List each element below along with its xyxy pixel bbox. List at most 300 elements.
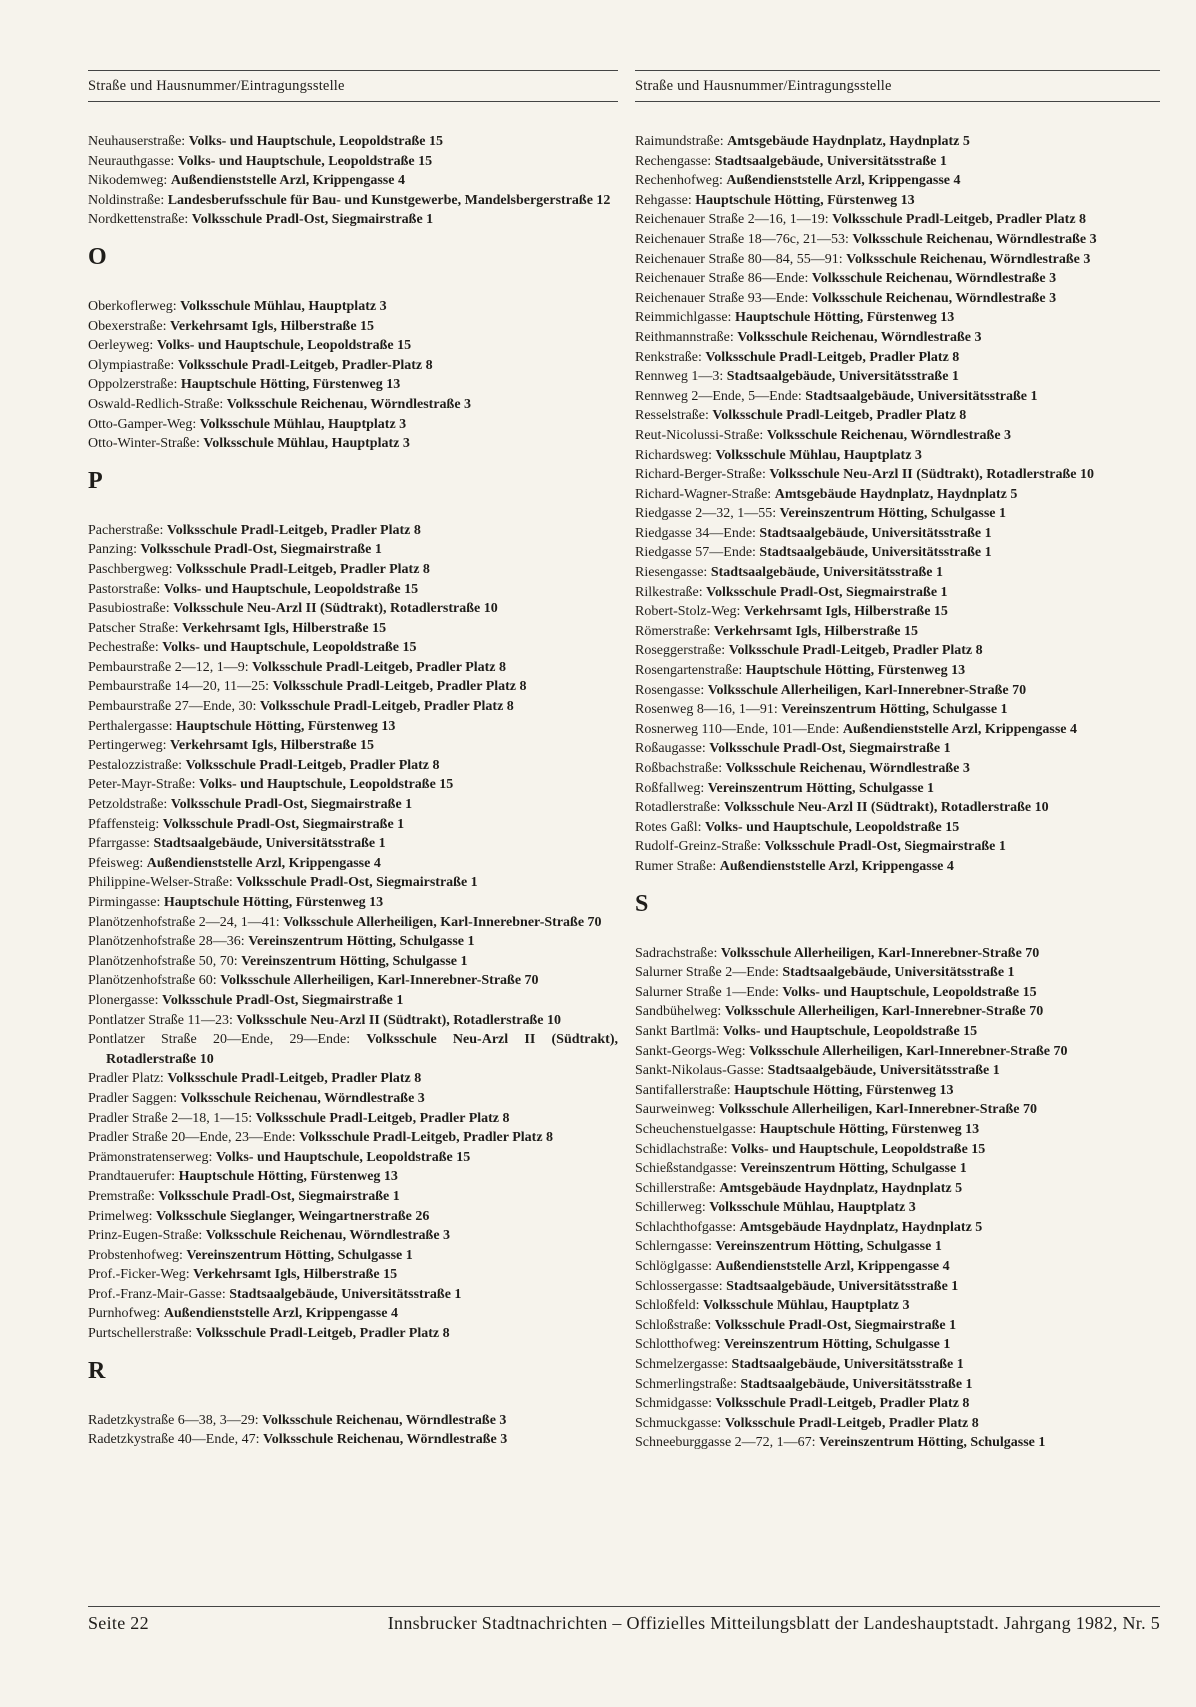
registration-office: Außendienststelle Arzl, Krippengasse 4 <box>719 858 954 874</box>
street-name: Pradler Platz: <box>88 1071 164 1087</box>
registration-office: Außendienststelle Arzl, Krippengasse 4 <box>715 1259 950 1275</box>
street-name: Schloßfeld: <box>635 1298 700 1314</box>
list-item <box>635 465 1160 485</box>
list-item <box>635 1140 1160 1160</box>
street-name: Resselstraße: <box>635 408 709 424</box>
registration-office: Stadtsaalgebäude, Universitätsstraße 1 <box>782 965 1015 981</box>
registration-office: Volks- und Hauptschule, Leopoldstraße 15 <box>722 1023 978 1039</box>
street-name: Noldinstraße: <box>88 192 165 208</box>
street-name: Reut-Nicolussi-Straße: <box>635 427 764 443</box>
registration-office: Volksschule Pradl-Leitgeb, Pradler Platz 8 <box>705 349 960 365</box>
street-name: Pontlatzer Straße 11—23: <box>88 1012 233 1028</box>
list-item <box>635 583 1160 603</box>
registration-office: Volksschule Pradl-Ost, Siegmairstraße 1 <box>706 584 948 600</box>
street-name: Rechenhofweg: <box>635 173 723 189</box>
list-item <box>635 837 1160 857</box>
list-item <box>635 641 1160 661</box>
registration-office: Vereinszentrum Hötting, Schulgasse 1 <box>779 506 1006 522</box>
list-item <box>88 834 618 854</box>
list-item <box>635 1179 1160 1199</box>
list-item <box>88 854 618 874</box>
registration-office: Volksschule Mühlau, Hauptplatz 3 <box>715 447 922 463</box>
registration-office: Stadtsaalgebäude, Universitätsstraße 1 <box>759 525 992 541</box>
street-name: Philippine-Welser-Straße: <box>88 875 233 891</box>
registration-office: Volksschule Pradl-Leitgeb, Pradler Platz 8 <box>167 1071 422 1087</box>
list-item <box>635 1257 1160 1277</box>
street-name: Radetzkystraße 40—Ende, 47: <box>88 1432 260 1448</box>
list-item <box>88 434 618 454</box>
street-name: Pembaurstraße 14—20, 11—25: <box>88 679 270 695</box>
street-name: Roßfallweg: <box>635 780 705 796</box>
registration-office: Volksschule Mühlau, Hauptplatz 3 <box>199 416 407 432</box>
street-name: Schneeburggasse 2—72, 1—67: <box>635 1435 816 1451</box>
registration-office: Hauptschule Hötting, Fürstenweg 13 <box>180 377 401 393</box>
list-item <box>88 132 618 152</box>
registration-office: Vereinszentrum Hötting, Schulgasse 1 <box>241 953 468 969</box>
street-name: Plonergasse: <box>88 992 159 1008</box>
registration-office: Volksschule Pradl-Ost, Siegmairstraße 1 <box>158 1188 400 1204</box>
registration-office: Volksschule Pradl-Ost, Siegmairstraße 1 <box>709 741 951 757</box>
registration-office: Stadtsaalgebäude, Universitätsstraße 1 <box>759 545 992 561</box>
list-item <box>635 759 1160 779</box>
street-name: Patscher Straße: <box>88 620 179 636</box>
street-name: Scheuchenstuelgasse: <box>635 1121 757 1137</box>
registration-office: Hauptschule Hötting, Fürstenweg 13 <box>178 1169 398 1185</box>
registration-office: Volks- und Hauptschule, Leopoldstraße 15 <box>731 1141 986 1157</box>
column-header: Straße und Hausnummer/Eintragungsstelle <box>635 70 1160 102</box>
street-name: Reichenauer Straße 2—16, 1—19: <box>635 212 829 228</box>
list-item <box>88 638 618 658</box>
street-name: Schillerweg: <box>635 1200 706 1216</box>
street-name: Otto-Gamper-Weg: <box>88 416 197 432</box>
street-name: Rotes Gaßl: <box>635 819 702 835</box>
registration-office: Volksschule Reichenau, Wörndlestraße 3 <box>226 396 472 412</box>
street-name: Pfaffensteig: <box>88 816 160 832</box>
list-item <box>88 297 618 317</box>
list-item <box>88 1030 618 1069</box>
street-name: Sankt-Nikolaus-Gasse: <box>635 1063 765 1079</box>
street-name: Schloßstraße: <box>635 1317 712 1333</box>
list-item <box>635 779 1160 799</box>
registration-office: Vereinszentrum Hötting, Schulgasse 1 <box>707 780 935 796</box>
list-item <box>635 1218 1160 1238</box>
list-item <box>635 602 1160 622</box>
street-name: Planötzenhofstraße 28—36: <box>88 934 245 950</box>
list-item <box>635 1414 1160 1434</box>
registration-office: Volksschule Pradl-Ost, Siegmairstraße 1 <box>191 212 434 228</box>
list-item <box>635 387 1160 407</box>
registration-office: Vereinszentrum Hötting, Schulgasse 1 <box>715 1239 942 1255</box>
street-name: Rehgasse: <box>635 192 692 208</box>
list-item <box>635 1100 1160 1120</box>
registration-office: Volksschule Pradl-Leitgeb, Pradler Platz 8 <box>255 1110 510 1126</box>
street-name: Planötzenhofstraße 50, 70: <box>88 953 238 969</box>
list-item <box>635 1316 1160 1336</box>
street-name: Primelweg: <box>88 1208 153 1224</box>
registration-office: Außendienststelle Arzl, Krippengasse 4 <box>842 721 1078 737</box>
list-item <box>635 1355 1160 1375</box>
list-item <box>635 446 1160 466</box>
list-item <box>88 1265 618 1285</box>
registration-office: Volksschule Reichenau, Wörndlestraße 3 <box>180 1090 425 1106</box>
street-name: Pembaurstraße 27—Ende, 30: <box>88 699 257 715</box>
registration-office: Volksschule Allerheiligen, Karl-Innerebner-Straße 70 <box>720 945 1040 961</box>
registration-office: Volksschule Reichenau, Wörndlestraße 3 <box>811 290 1057 306</box>
list-item <box>88 1411 618 1431</box>
list-item <box>88 971 618 991</box>
street-name: Sandbühelweg: <box>635 1004 722 1020</box>
registration-office: Volksschule Reichenau, Wörndlestraße 3 <box>737 329 982 345</box>
list-item <box>635 739 1160 759</box>
registration-office: Volksschule Neu-Arzl II (Südtrakt), Rotadlerstraße 10 <box>769 467 1094 483</box>
street-name: Schießstandgasse: <box>635 1161 737 1177</box>
registration-office: Außendienststelle Arzl, Krippengasse 4 <box>170 173 405 189</box>
street-name: Prof.-Ficker-Weg: <box>88 1267 190 1283</box>
registration-office: Volksschule Pradl-Leitgeb, Pradler Platz 8 <box>166 522 421 538</box>
list-item <box>88 1187 618 1207</box>
street-name: Premstraße: <box>88 1188 155 1204</box>
registration-office: Volksschule Allerheiligen, Karl-Innerebner-Straße 70 <box>718 1102 1037 1118</box>
list-item <box>635 1296 1160 1316</box>
registration-office: Volksschule Pradl-Ost, Siegmairstraße 1 <box>140 542 382 558</box>
list-item <box>88 599 618 619</box>
list-item <box>635 798 1160 818</box>
registration-office: Stadtsaalgebäude, Universitätsstraße 1 <box>229 1286 462 1302</box>
list-item <box>635 367 1160 387</box>
street-name: Schillerstraße: <box>635 1180 716 1196</box>
street-name: Rilkestraße: <box>635 584 703 600</box>
list-item <box>635 1022 1160 1042</box>
street-name: Rosengartenstraße: <box>635 663 743 679</box>
registration-office: Volksschule Mühlau, Hauptplatz 3 <box>703 1298 910 1314</box>
list-item <box>88 697 618 717</box>
registration-office: Volksschule Allerheiligen, Karl-Innerebner-Straße 70 <box>220 973 539 989</box>
list-item <box>635 1433 1160 1453</box>
street-name: Schidlachstraße: <box>635 1141 728 1157</box>
street-name: Purnhofweg: <box>88 1306 161 1322</box>
publication-title: Innsbrucker Stadtnachrichten – Offizielles Mitteilungsblatt der Landeshauptstadt. Jahrgang 1982, Nr. 5 <box>387 1613 1160 1633</box>
street-name: Pasubiostraße: <box>88 601 170 617</box>
street-name: Rumer Straße: <box>635 858 717 874</box>
registration-office: Amtsgebäude Haydnplatz, Haydnplatz 5 <box>727 134 970 149</box>
street-name: Santifallerstraße: <box>635 1082 731 1098</box>
street-name: Planötzenhofstraße 60: <box>88 973 217 989</box>
street-name: Schlossergasse: <box>635 1278 723 1294</box>
list-item <box>635 1198 1160 1218</box>
registration-office: Verkehrsamt Igls, Hilberstraße 15 <box>170 318 375 334</box>
registration-office: Hauptschule Hötting, Fürstenweg 13 <box>734 310 955 326</box>
list-item <box>88 210 618 230</box>
street-name: Pechestraße: <box>88 640 159 656</box>
registration-office: Volksschule Pradl-Leitgeb, Pradler Platz 8 <box>252 659 507 675</box>
list-item <box>635 1394 1160 1414</box>
street-name: Prinz-Eugen-Straße: <box>88 1228 203 1244</box>
street-name: Rotadlerstraße: <box>635 800 721 816</box>
street-name: Robert-Stolz-Weg: <box>635 604 741 620</box>
registration-office: Stadtsaalgebäude, Universitätsstraße 1 <box>726 1278 959 1294</box>
registration-office: Volksschule Allerheiligen, Karl-Innerebner-Straße 70 <box>749 1043 1068 1059</box>
street-name: Schmuckgasse: <box>635 1415 722 1431</box>
street-name: Pradler Saggen: <box>88 1090 178 1106</box>
street-name: Pastorstraße: <box>88 581 161 597</box>
list-item <box>635 1061 1160 1081</box>
page-number: Seite 22 <box>88 1613 149 1633</box>
list-item <box>88 1011 618 1031</box>
registration-office: Volksschule Pradl-Leitgeb, Pradler Platz 8 <box>259 699 514 715</box>
street-name: Purtschellerstraße: <box>88 1326 193 1342</box>
list-item <box>88 560 618 580</box>
street-name: Riedgasse 57—Ende: <box>635 545 756 561</box>
list-item <box>88 1226 618 1246</box>
registration-office: Vereinszentrum Hötting, Schulgasse 1 <box>781 702 1008 718</box>
registration-office: Volksschule Allerheiligen, Karl-Innerebner-Straße 70 <box>724 1004 1044 1020</box>
registration-office: Volksschule Pradl-Leitgeb, Pradler Platz 8 <box>724 1415 979 1431</box>
registration-office: Volksschule Reichenau, Wörndlestraße 3 <box>766 427 1012 443</box>
list-item <box>88 375 618 395</box>
street-name: Prof.-Franz-Mair-Gasse: <box>88 1286 226 1302</box>
list-item <box>635 504 1160 524</box>
street-name: Reichenauer Straße 86—Ende: <box>635 271 809 287</box>
list-item <box>635 661 1160 681</box>
list-item <box>635 250 1160 270</box>
street-name: Rosnerweg 110—Ende, 101—Ende: <box>635 721 840 737</box>
street-name: Richard-Wagner-Straße: <box>635 486 772 502</box>
list-item <box>88 893 618 913</box>
list-item <box>635 1002 1160 1022</box>
registration-office: Hauptschule Hötting, Fürstenweg 13 <box>163 895 384 910</box>
street-name: Panzing: <box>88 542 137 558</box>
street-name: Prandtauerufer: <box>88 1169 176 1185</box>
registration-office: Verkehrsamt Igls, Hilberstraße 15 <box>182 620 387 636</box>
list-item <box>88 1246 618 1266</box>
registration-office: Stadtsaalgebäude, Universitätsstraße 1 <box>805 388 1038 404</box>
list-item <box>88 815 618 835</box>
street-name: Peter-Mayr-Straße: <box>88 777 196 793</box>
list-item <box>635 210 1160 230</box>
registration-office: Vereinszentrum Hötting, Schulgasse 1 <box>819 1435 1046 1451</box>
registration-office: Volksschule Pradl-Leitgeb, Pradler Platz 8 <box>728 643 983 659</box>
street-name: Sankt-Georgs-Weg: <box>635 1043 746 1059</box>
registration-office: Volksschule Reichenau, Wörndlestraße 3 <box>852 231 1097 247</box>
street-name: Sadrachstraße: <box>635 945 718 961</box>
street-name: Schlerngasse: <box>635 1239 712 1255</box>
list-item <box>88 775 618 795</box>
list-item <box>88 415 618 435</box>
registration-office: Volksschule Pradl-Ost, Siegmairstraße 1 <box>764 839 1006 855</box>
registration-office: Volks- und Hauptschule, Leopoldstraße 15 <box>156 338 412 354</box>
registration-office: Außendienststelle Arzl, Krippengasse 4 <box>146 855 381 871</box>
street-name: Pradler Straße 2—18, 1—15: <box>88 1110 253 1126</box>
street-name: Olympiastraße: <box>88 357 175 373</box>
list-item <box>635 963 1160 983</box>
street-name: Richardsweg: <box>635 447 712 463</box>
registration-office: Volksschule Mühlau, Hauptplatz 3 <box>709 1200 916 1216</box>
street-name: Pacherstraße: <box>88 522 164 538</box>
registration-office: Volksschule Pradl-Leitgeb, Pradler Platz 8 <box>176 561 430 577</box>
list-item <box>88 658 618 678</box>
list-item <box>635 328 1160 348</box>
list-item <box>88 1109 618 1129</box>
street-name: Rudolf-Greinz-Straße: <box>635 839 761 855</box>
registration-office: Volksschule Reichenau, Wörndlestraße 3 <box>725 761 970 776</box>
street-name: Prämonstratenserweg: <box>88 1149 213 1165</box>
registration-office: Stadtsaalgebäude, Universitätsstraße 1 <box>767 1063 1000 1079</box>
street-name: Planötzenhofstraße 2—24, 1—41: <box>88 914 280 930</box>
street-name: Otto-Winter-Straße: <box>88 436 200 452</box>
list-item <box>88 1089 618 1109</box>
street-name: Rennweg 2—Ende, 5—Ende: <box>635 388 802 404</box>
list-item <box>635 857 1160 877</box>
registration-office: Außendienststelle Arzl, Krippengasse 4 <box>163 1306 398 1322</box>
list-item <box>635 230 1160 250</box>
street-name: Petzoldstraße: <box>88 797 168 813</box>
registration-office: Volksschule Pradl-Ost, Siegmairstraße 1 <box>162 816 405 832</box>
registration-office: Amtsgebäude Haydnplatz, Haydnplatz 5 <box>739 1219 983 1235</box>
street-name: Radetzkystraße 6—38, 3—29: <box>88 1412 259 1428</box>
registration-office: Volks- und Hauptschule, Leopoldstraße 15 <box>177 153 433 169</box>
registration-office: Hauptschule Hötting, Fürstenweg 13 <box>734 1082 954 1098</box>
registration-office: Volksschule Pradl-Ost, Siegmairstraße 1 <box>162 992 404 1008</box>
registration-office: Hauptschule Hötting, Fürstenweg 13 <box>695 192 915 208</box>
list-item <box>88 580 618 600</box>
street-name: Renkstraße: <box>635 349 702 365</box>
list-item <box>635 681 1160 701</box>
registration-office: Volksschule Pradl-Leitgeb, Pradler Platz 8 <box>715 1396 970 1412</box>
registration-office: Volksschule Pradl-Ost, Siegmairstraße 1 <box>170 797 413 813</box>
registration-office: Volksschule Pradl-Leitgeb, Pradler Platz 8 <box>712 408 967 424</box>
street-name: Riedgasse 2—32, 1—55: <box>635 506 777 522</box>
street-name: Schmerlingstraße: <box>635 1376 737 1392</box>
registration-office: Hauptschule Hötting, Fürstenweg 13 <box>745 663 966 679</box>
list-item <box>88 540 618 560</box>
left-entry-list <box>88 132 618 1450</box>
street-name: Nikodemweg: <box>88 173 168 189</box>
registration-office: Amtsgebäude Haydnplatz, Haydnplatz 5 <box>719 1180 963 1196</box>
street-name: Schlöglgasse: <box>635 1259 712 1275</box>
list-item <box>635 1277 1160 1297</box>
registration-office: Volksschule Pradl-Leitgeb, Pradler Platz 8 <box>185 757 440 773</box>
left-column <box>88 70 618 1450</box>
street-name: Probstenhofweg: <box>88 1247 183 1263</box>
registration-office: Volksschule Mühlau, Hauptplatz 3 <box>180 298 387 314</box>
section-letter: P <box>88 467 103 494</box>
list-item <box>88 795 618 815</box>
street-name: Roßbachstraße: <box>635 761 723 776</box>
list-item <box>635 543 1160 563</box>
list-item <box>635 818 1160 838</box>
registration-office: Volksschule Reichenau, Wörndlestraße 3 <box>811 271 1057 287</box>
list-item <box>88 356 618 376</box>
street-name: Oberkoflerweg: <box>88 298 177 314</box>
list-item <box>88 1430 618 1450</box>
registration-office: Volksschule Neu-Arzl II (Südtrakt), Rotadlerstraße 10 <box>173 601 498 617</box>
street-name: Saurweinweg: <box>635 1102 716 1118</box>
registration-office: Stadtsaalgebäude, Universitätsstraße 1 <box>153 836 386 852</box>
right-column <box>635 70 1160 1453</box>
street-name: Pfeisweg: <box>88 855 144 871</box>
list-item <box>635 152 1160 172</box>
list-item <box>88 152 618 172</box>
right-entry-list <box>635 132 1160 1453</box>
list-item <box>88 619 618 639</box>
registration-office: Hauptschule Hötting, Fürstenweg 13 <box>176 718 396 734</box>
list-item <box>88 395 618 415</box>
registration-office: Verkehrsamt Igls, Hilberstraße 15 <box>713 623 918 639</box>
registration-office: Vereinszentrum Hötting, Schulgasse 1 <box>724 1337 951 1353</box>
section-letter: R <box>88 1357 106 1384</box>
street-name: Riedgasse 34—Ende: <box>635 525 756 541</box>
street-name: Pertingerweg: <box>88 738 167 754</box>
registration-office: Verkehrsamt Igls, Hilberstraße 15 <box>743 604 948 620</box>
registration-office: Volksschule Neu-Arzl II (Südtrakt), Rotadlerstraße 10 <box>236 1012 561 1028</box>
street-name: Neuhauserstraße: <box>88 134 186 149</box>
list-item <box>635 1042 1160 1062</box>
registration-office: Volks- und Hauptschule, Leopoldstraße 15 <box>215 1149 471 1165</box>
list-item <box>88 756 618 776</box>
list-item <box>635 1081 1160 1101</box>
list-item <box>635 289 1160 309</box>
registration-office: Volksschule Reichenau, Wörndlestraße 3 <box>262 1432 508 1448</box>
list-item <box>635 406 1160 426</box>
registration-office: Volksschule Allerheiligen, Karl-Innerebner-Straße 70 <box>283 914 602 930</box>
registration-office: Vereinszentrum Hötting, Schulgasse 1 <box>186 1247 413 1263</box>
list-item <box>635 269 1160 289</box>
list-item <box>635 983 1160 1003</box>
street-name: Nordkettenstraße: <box>88 212 189 228</box>
street-name: Perthalergasse: <box>88 718 173 734</box>
registration-office: Amtsgebäude Haydnplatz, Haydnplatz 5 <box>774 486 1018 502</box>
registration-office: Volks- und Hauptschule, Leopoldstraße 15 <box>163 581 419 597</box>
registration-office: Vereinszentrum Hötting, Schulgasse 1 <box>740 1161 967 1177</box>
street-name: Roßaugasse: <box>635 741 706 757</box>
registration-office: Verkehrsamt Igls, Hilberstraße 15 <box>170 738 375 754</box>
registration-office: Volksschule Pradl-Ost, Siegmairstraße 1 <box>236 875 478 891</box>
section-letter: O <box>88 243 107 270</box>
registration-office: Stadtsaalgebäude, Universitätsstraße 1 <box>731 1357 964 1373</box>
street-name: Reichenauer Straße 93—Ende: <box>635 290 809 306</box>
registration-office: Volks- und Hauptschule, Leopoldstraße 15 <box>162 640 417 656</box>
list-item <box>635 1237 1160 1257</box>
list-item <box>88 1069 618 1089</box>
list-item <box>635 426 1160 446</box>
list-item <box>88 913 618 933</box>
list-item <box>635 132 1160 152</box>
street-name: Pestalozzistraße: <box>88 757 183 773</box>
registration-office: Hauptschule Hötting, Fürstenweg 13 <box>759 1121 980 1137</box>
list-item <box>635 563 1160 583</box>
street-name: Pradler Straße 20—Ende, 23—Ende: <box>88 1130 296 1146</box>
street-name: Pembaurstraße 2—12, 1—9: <box>88 659 249 675</box>
street-name: Riesengasse: <box>635 565 708 581</box>
list-item <box>635 348 1160 368</box>
street-name: Rechengasse: <box>635 153 712 169</box>
street-name: Oerleyweg: <box>88 338 154 354</box>
registration-office: Stadtsaalgebäude, Universitätsstraße 1 <box>714 153 947 169</box>
street-name: Paschbergweg: <box>88 561 173 577</box>
street-name: Raimundstraße: <box>635 134 724 149</box>
registration-office: Volksschule Allerheiligen, Karl-Innerebner-Straße 70 <box>707 682 1027 698</box>
street-name: Obexerstraße: <box>88 318 167 334</box>
street-name: Salurner Straße 1—Ende: <box>635 984 779 1000</box>
registration-office: Volksschule Reichenau, Wörndlestraße 3 <box>846 251 1091 267</box>
list-item <box>88 191 618 211</box>
list-item <box>635 944 1160 964</box>
list-item <box>88 317 618 337</box>
list-item <box>635 1159 1160 1179</box>
street-name: Reichenauer Straße 80—84, 55—91: <box>635 251 843 267</box>
list-item <box>635 700 1160 720</box>
list-item <box>88 1324 618 1344</box>
